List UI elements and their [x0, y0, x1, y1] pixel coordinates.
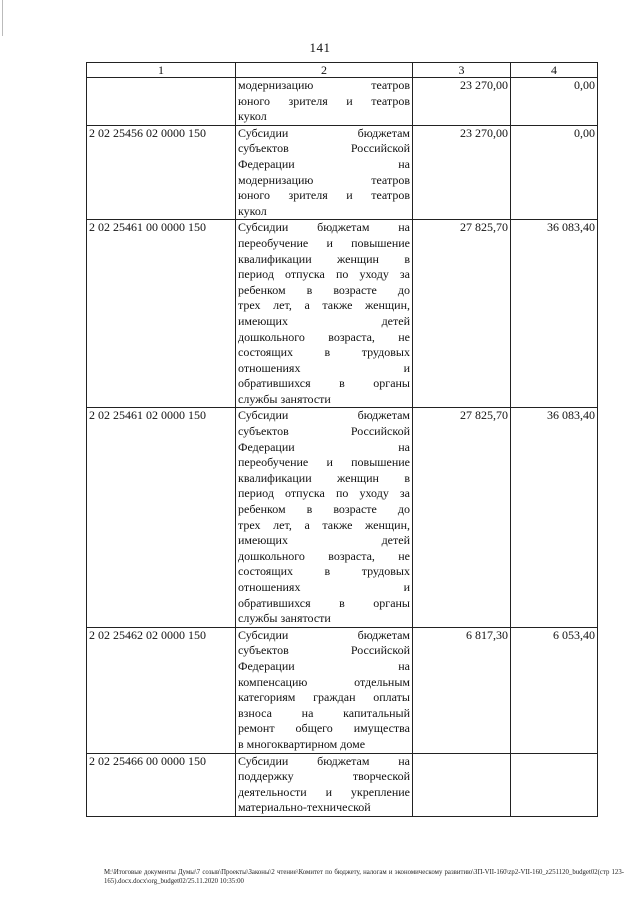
- budget-code-cell: 2 02 25461 02 0000 150: [87, 408, 236, 627]
- description-line: отношениях и: [238, 360, 410, 375]
- amount-cell-col4: 0,00: [511, 125, 598, 220]
- description-line: квалификации женщин в: [238, 470, 410, 485]
- description-line: ребенком в возрасте до: [238, 282, 410, 297]
- description-line: обратившихся в органы: [238, 595, 410, 610]
- amount-cell-col3: [413, 753, 511, 816]
- description-line: юного зрителя и театров: [238, 188, 410, 203]
- description-line: субъектов Российской: [238, 424, 410, 439]
- description-cell: [236, 220, 413, 408]
- description-line: кукол: [238, 109, 267, 124]
- description-line: субъектов Российской: [238, 141, 410, 156]
- description-line: дошкольного возраста, не: [238, 548, 410, 563]
- table-row: [87, 408, 598, 627]
- description-line: категориям граждан оплаты: [238, 690, 410, 705]
- budget-table: [86, 62, 598, 817]
- amount-cell-col3: 27 825,70: [413, 408, 511, 627]
- page-number: 141: [309, 40, 331, 55]
- table-row: [87, 220, 598, 408]
- amount-cell-col3: 6 817,30: [413, 627, 511, 753]
- description-line: Субсидии бюджетам: [238, 125, 410, 140]
- amount-cell-col3: 23 270,00: [413, 125, 511, 220]
- column-header-1: 1: [87, 63, 236, 78]
- description-cell: [236, 753, 413, 816]
- document-footer-path: M:\Итоговые документы Думы\7 созыв\Проекты\Законы\2 чтение\Комитет по бюджету, налогам и экономическому развитию\ЗП-VII-160\zp2-VII-160_z251120_budget02(стр 123-165).docx.docx\org_budget02/25.11.2020 10:35:00: [104, 869, 624, 885]
- description-cell: [236, 78, 413, 126]
- table-row: [87, 125, 598, 220]
- amount-cell-col4: 0,00: [511, 78, 598, 126]
- budget-code-cell: 2 02 25456 02 0000 150: [87, 125, 236, 220]
- column-header-2: 2: [236, 63, 413, 78]
- description-line: имеющих детей: [238, 313, 410, 328]
- description-line: Субсидии бюджетам на: [238, 220, 410, 235]
- description-line: поддержку творческой: [238, 769, 410, 784]
- description-line: период отпуска по уходу за: [238, 267, 410, 282]
- description-line: трех лет, а также женщин,: [238, 517, 410, 532]
- description-line: Субсидии бюджетам на: [238, 753, 410, 768]
- column-header-3: 3: [413, 63, 511, 78]
- budget-code-cell: 2 02 25466 00 0000 150: [87, 753, 236, 816]
- description-line: материально-технической: [238, 800, 371, 815]
- budget-code-cell: 2 02 25461 00 0000 150: [87, 220, 236, 408]
- description-line: трех лет, а также женщин,: [238, 298, 410, 313]
- description-line: отношениях и: [238, 580, 410, 594]
- description-line: кукол: [238, 203, 267, 218]
- description-line: Федерации на: [238, 658, 410, 673]
- table-row: [87, 753, 598, 816]
- description-line: переобучение и повышение: [238, 235, 410, 250]
- description-line: Субсидии бюджетам: [238, 627, 410, 642]
- description-line: ремонт общего имущества: [238, 721, 410, 736]
- amount-cell-col3: 23 270,00: [413, 78, 511, 126]
- amount-cell-col4: 36 083,40: [511, 220, 598, 408]
- description-line: ребенком в возрасте до: [238, 502, 410, 517]
- description-line: Федерации на: [238, 156, 410, 171]
- description-cell: [236, 408, 413, 627]
- table-header-row: [87, 63, 598, 78]
- amount-cell-col3: 27 825,70: [413, 220, 511, 408]
- description-line: квалификации женщин в: [238, 251, 410, 266]
- budget-code-cell: 2 02 25462 02 0000 150: [87, 627, 236, 753]
- description-line: компенсацию отдельным: [238, 674, 410, 689]
- description-line: Субсидии бюджетам: [238, 408, 410, 423]
- scan-edge-mark: [2, 0, 3, 36]
- amount-cell-col4: 6 053,40: [511, 627, 598, 753]
- amount-cell-col4: 36 083,40: [511, 408, 598, 627]
- description-line: дошкольного возраста, не: [238, 329, 410, 344]
- description-line: состоящих в трудовых: [238, 345, 410, 360]
- description-line: юного зрителя и театров: [238, 93, 410, 108]
- description-line: службы занятости: [238, 611, 331, 626]
- table-row: [87, 627, 598, 753]
- description-line: Федерации на: [238, 439, 410, 454]
- description-line: модернизацию театров: [238, 172, 410, 187]
- description-line: деятельности и укрепление: [238, 784, 410, 799]
- description-line: обратившихся в органы: [238, 376, 410, 391]
- table-row: [87, 78, 598, 126]
- description-line: переобучение и повышение: [238, 455, 410, 470]
- description-line: взноса на капитальный: [238, 705, 410, 720]
- description-line: имеющих детей: [238, 533, 410, 548]
- description-line: период отпуска по уходу за: [238, 486, 410, 501]
- description-line: в многоквартирном доме: [238, 736, 366, 751]
- description-cell: [236, 125, 413, 220]
- description-line: состоящих в трудовых: [238, 564, 410, 579]
- table-body: [87, 78, 598, 817]
- description-cell: [236, 627, 413, 753]
- column-header-4: 4: [511, 63, 598, 78]
- description-line: службы занятости: [238, 391, 331, 406]
- amount-cell-col4: [511, 753, 598, 816]
- description-line: модернизацию театров: [238, 78, 410, 92]
- budget-code-cell: [87, 78, 236, 126]
- description-line: субъектов Российской: [238, 643, 410, 658]
